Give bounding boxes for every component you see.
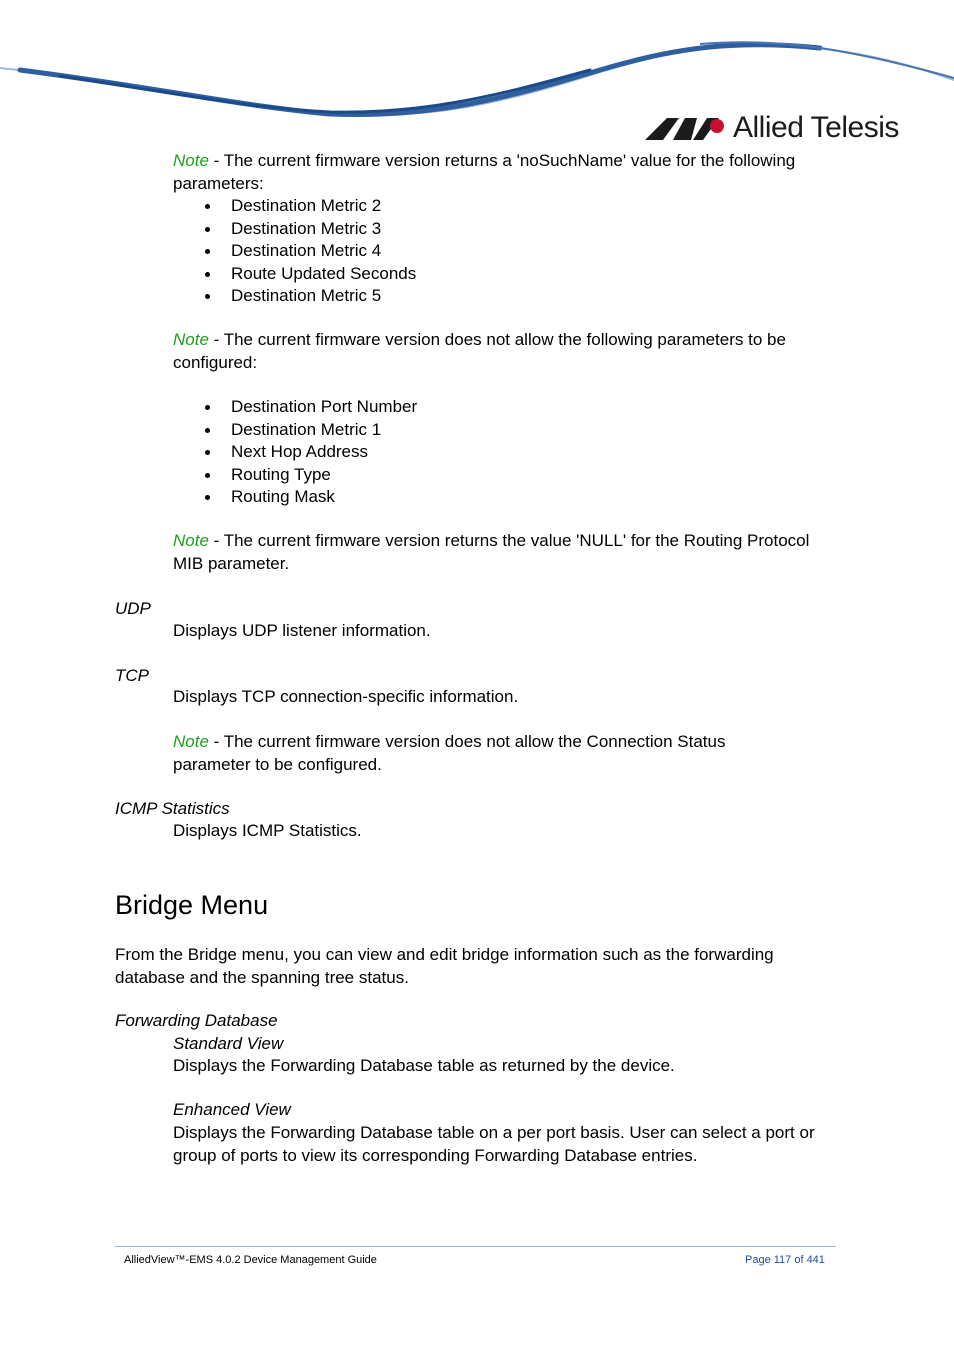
list-item: Routing Mask (231, 486, 831, 509)
section-title: Bridge Menu (115, 890, 269, 920)
list-item: Route Updated Seconds (231, 263, 831, 286)
udp-description: Displays UDP listener information. (173, 621, 431, 640)
bridge-intro: From the Bridge menu, you can view and edit bridge information such as the forwarding database and the spanning tree status. (115, 945, 774, 987)
company-logo (645, 110, 905, 146)
logo-mark-icon (645, 114, 727, 142)
note-label: Note (173, 330, 209, 349)
footer-doc-title: AlliedView™-EMS 4.0.2 Device Management Guide (124, 1254, 377, 1266)
enhanced-view-description: Displays the Forwarding Database table on a per port basis. User can select a port or group of ports to view its corresponding Forwarding Database entries. (173, 1123, 815, 1165)
list-item: Destination Metric 5 (231, 285, 831, 308)
list-item: Routing Type (231, 464, 831, 487)
standard-view-heading: Standard View (173, 1034, 284, 1053)
standard-view-description: Displays the Forwarding Database table as returned by the device. (173, 1056, 675, 1075)
footer-divider (115, 1246, 836, 1247)
tcp-note (173, 731, 793, 776)
note-text: - The current firmware version returns the value 'NULL' for the Routing Protocol MIB parameter. (173, 531, 810, 573)
list-item: Destination Port Number (231, 396, 831, 419)
icmp-description: Displays ICMP Statistics. (173, 821, 362, 840)
note-2 (173, 329, 838, 374)
note-label: Note (173, 531, 209, 550)
list-item: Next Hop Address (231, 441, 831, 464)
note-text: - The current firmware version does not allow the Connection Status parameter to be configured. (173, 732, 726, 774)
list-item: Destination Metric 2 (231, 195, 831, 218)
logo-text: Allied Telesis (733, 111, 899, 144)
tcp-description: Displays TCP connection-specific information. (173, 687, 519, 706)
header-swoosh (0, 0, 954, 125)
note-label: Note (173, 151, 209, 170)
note-3 (173, 530, 813, 575)
list-item: Destination Metric 1 (231, 419, 831, 442)
tcp-heading: TCP (115, 666, 149, 685)
note-1 (173, 150, 838, 195)
udp-heading: UDP (115, 599, 151, 618)
icmp-heading: ICMP Statistics (115, 799, 230, 818)
list-item: Destination Metric 4 (231, 240, 831, 263)
note-2-list (231, 396, 831, 509)
footer-page-number: Page 117 of 441 (745, 1254, 825, 1266)
list-item: Destination Metric 3 (231, 218, 831, 241)
note-text: - The current firmware version returns a 'noSuchName' value for the following parameters: (173, 151, 796, 193)
enhanced-view-heading: Enhanced View (173, 1100, 291, 1119)
note-label: Note (173, 732, 209, 751)
note-1-list (231, 195, 831, 308)
note-text: - The current firmware version does not allow the following parameters to be configured: (173, 330, 786, 372)
fdb-heading: Forwarding Database (115, 1011, 278, 1030)
